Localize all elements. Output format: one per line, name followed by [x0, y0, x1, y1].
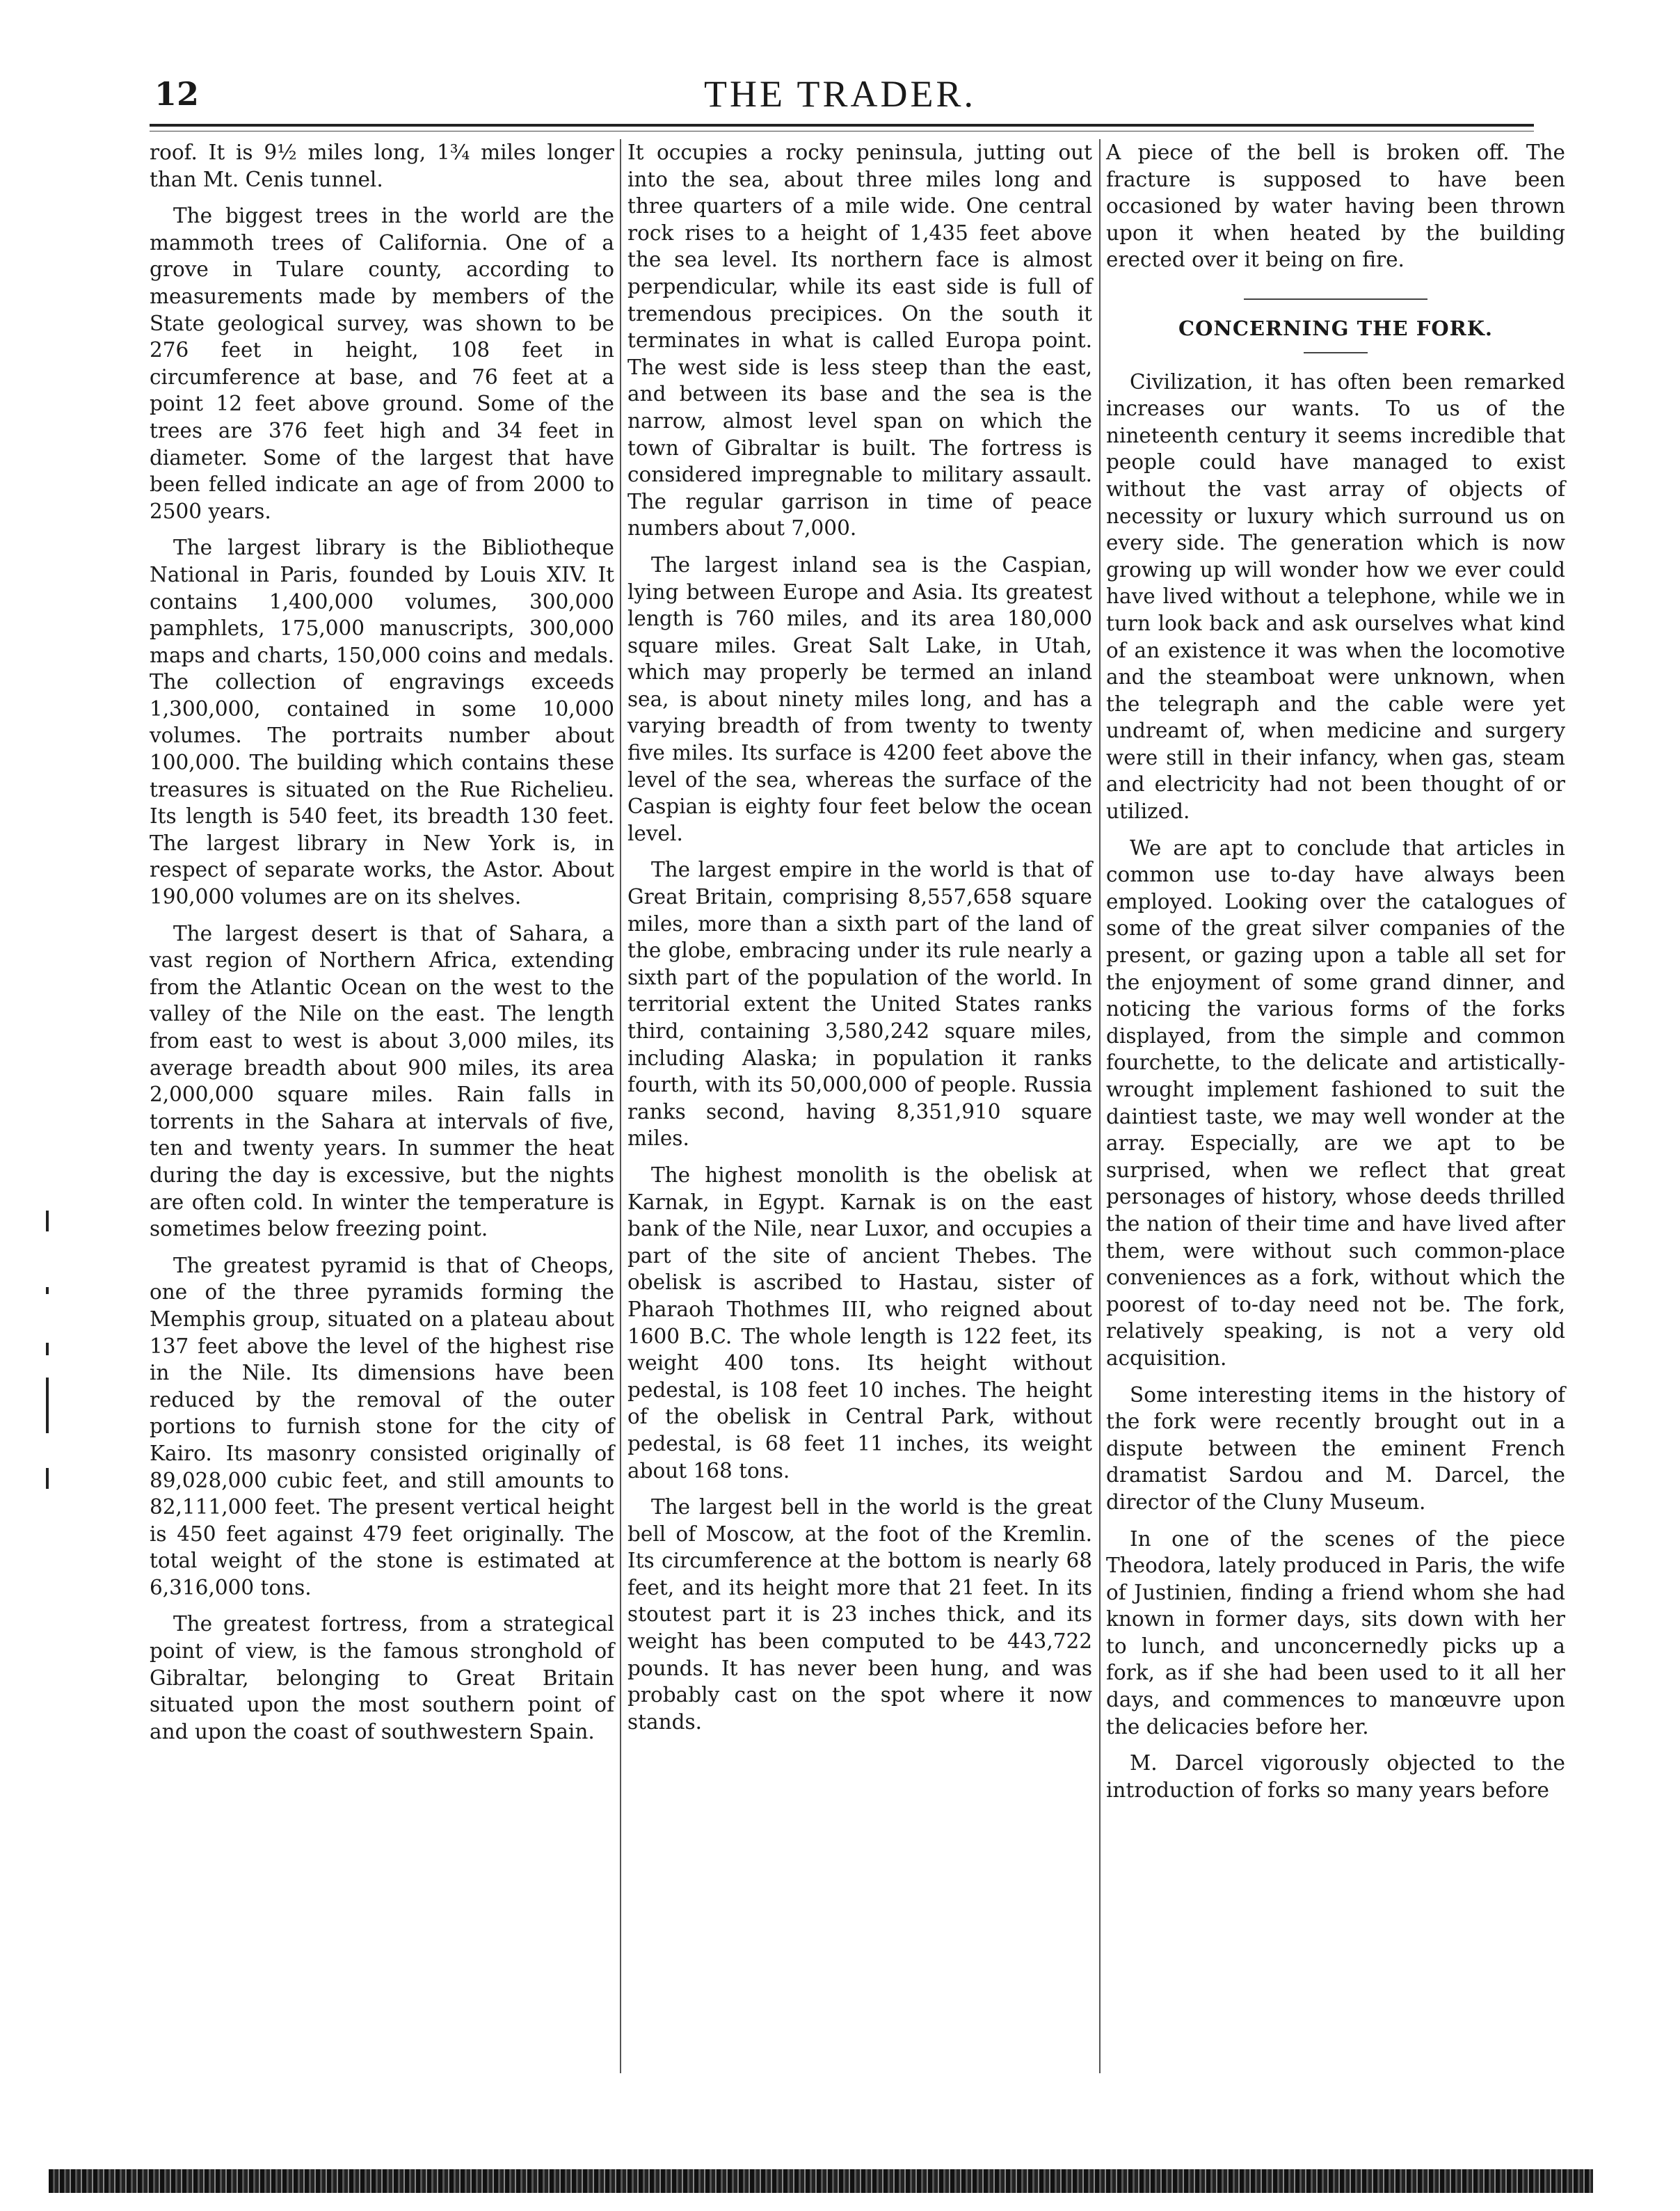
- margin-marks: [46, 1211, 50, 1503]
- paragraph: roof. It is 9½ miles long, 1¾ miles longer than Mt. Cenis tunnel.: [150, 141, 614, 191]
- paragraph: The highest monolith is the obelisk at Karnak, in Egypt. Karnak is on the east bank of the Nile, near Luxor, and occupies a part of the site of ancient Thebes. The obelisk is ascribed to Hastau, sister of Pharaoh Thothmes III, who reigned about 1600 B.C. The whole length is 122 feet, its weight 400 tons. Its height without pedestal, is 108 feet 10 inches. The height of the obelisk in Central Park, without pedestal, is 68 feet 11 inches, its weight about 168 tons.: [627, 1163, 1092, 1483]
- column-1: [150, 139, 614, 2073]
- paragraph: The largest desert is that of Sahara, a vast region of Northern Africa, extending from the Atlantic Ocean on the west to the valley of the Nile on the east. The length from east to west is about 3,000 miles, its average breadth about 900 miles, its area 2,000,000 square miles. Rain falls in torrents in the Sahara at intervals of five, ten and twenty years. In summer the heat during the day is excessive, but the nights are often cold. In winter the temperature is sometimes below freezing point.: [150, 921, 614, 1241]
- paragraph: It occupies a rocky peninsula, jutting out into the sea, about three miles long and three quarters of a mile wide. One central rock rises to a height of 1,435 feet above the sea level. Its northern face is almost perpendicular, while its east side is full of tremendous precipices. On the south it terminates in what is called Europa point. The west side is less steep than the east, and between its base and the sea is the narrow, almost level span on which the town of Gibraltar is built. The fortress is considered impregnable to military assault. The regular garrison in time of peace numbers about 7,000.: [627, 141, 1092, 541]
- paragraph: M. Darcel vigorously objected to the introduction of forks so many years before: [1106, 1751, 1565, 1802]
- column-divider: [1099, 139, 1101, 2073]
- section-rule: [1244, 298, 1427, 300]
- page-number: 12: [154, 75, 200, 113]
- paragraph: The greatest fortress, from a strategical point of view, is the famous stronghold of Gibraltar, belonging to Great Britain situated upon the most southern point of and upon the coast of southwestern Spain.: [150, 1612, 614, 1743]
- paragraph: The largest bell in the world is the great bell of Moscow, at the foot of the Kremlin. Its circumference at the bottom is nearly 68 feet, and its height more that 21 feet. In its stoutest part it is 23 inches thick, and its weight has been computed to be 443,722 pounds. It has never been hung, and was probably cast on the spot where it now stands.: [627, 1495, 1092, 1734]
- masthead-title: THE TRADER.: [704, 73, 976, 115]
- column-divider: [620, 139, 621, 2073]
- column-2: [627, 139, 1092, 2073]
- paragraph: The largest library is the Bibliotheque National in Paris, founded by Louis XIV. It contains 1,400,000 volumes, 300,000 pamphlets, 175,000 manuscripts, 300,000 maps and charts, 150,000 coins and medals. The collection of engravings exceeds 1,300,000, contained in some 10,000 volumes. The portraits number about 100,000. The building which contains these treasures is situated on the Rue Richelieu. Its length is 540 feet, its breadth 130 feet. The largest library in New York is, in respect of separate works, the Astor. About 190,000 volumes are on its shelves.: [150, 536, 614, 909]
- paragraph: A piece of the bell is broken off. The fracture is supposed to have been occasioned by water having been thrown upon it when heated by the building erected over it being on fire.: [1106, 141, 1565, 272]
- scan-edge-bar: [49, 2169, 1593, 2193]
- paragraph: The biggest trees in the world are the mammoth trees of California. One of a grove in Tulare county, according to measurements made by members of the State geological survey, was shown to be 276 feet in height, 108 feet in circumference at base, and 76 feet at a point 12 feet above ground. Some of the trees are 376 feet high and 34 feet in diameter. Some of the largest that have been felled indicate an age of from 2000 to 2500 years.: [150, 204, 614, 523]
- paragraph: The greatest pyramid is that of Cheops, one of the three pyramids forming the Memphis group, situated on a plateau about 137 feet above the level of the highest rise in the Nile. Its dimensions have been reduced by the removal of the outer portions to furnish stone for the city of Kairo. Its masonry consisted originally of 89,028,000 cubic feet, and still amounts to 82,111,000 feet. The present vertical height is 450 feet against 479 feet originally. The total weight of the stone is estimated at 6,316,000 tons.: [150, 1253, 614, 1599]
- paragraph: Some interesting items in the history of the fork were recently brought out in a dispute between the eminent French dramatist Sardou and M. Darcel, the director of the Cluny Museum.: [1106, 1382, 1565, 1514]
- paragraph: In one of the scenes of the piece Theodora, lately produced in Paris, the wife of Justinien, finding a friend whom she had known in former days, sits down with her to lunch, and unconcernedly picks up a fork, as if she had been used to it all her days, and commences to manœuvre upon the delicacies before her.: [1106, 1526, 1565, 1739]
- paragraph: The largest empire in the world is that of Great Britain, comprising 8,557,658 square miles, more than a sixth part of the land of the globe, embracing under its rule nearly a sixth part of the population of the world. In territorial extent the United States ranks third, containing 3,580,242 square miles, including Alaska; in population it ranks fourth, with its 50,000,000 of people. Russia ranks second, having 8,351,910 square miles.: [627, 858, 1092, 1151]
- heading-rule: [1304, 352, 1368, 353]
- paragraph: We are apt to conclude that articles in common use to-day have always been employed. Looking over the catalogues of some of the great silver companies of the present, or gazing upon a table all set for the enjoyment of some grand dinner, and noticing the various forms of the forks displayed, from the simple and common fourchette, to the delicate and artistically-wrought implement fashioned to suit the daintiest taste, we may well wonder at the array. Especially, are we apt to be surprised, when we reflect that great personages of history, whose deeds thrilled the nation of their time and have lived after them, were without such common-place conveniences as a fork, without which the poorest of to-day need not be. The fork, relatively speaking, is not a very old acquisition.: [1106, 836, 1565, 1370]
- header-rule: [150, 124, 1534, 127]
- paragraph: Civilization, it has often been remarked increases our wants. To us of the nineteenth century it seems incredible that people could have managed to exist without the vast array of objects of necessity or luxury which surround us on every side. The generation which is now growing up will wonder how we ever could have lived without a telephone, while we in turn look back and ask ourselves what kind of an existence it was when the locomotive and the steamboat were unknown, when the telegraph and the cable were yet undreamt of, when medicine and surgery were still in their infancy, when gas, steam and electricity had not been thought of or utilized.: [1106, 369, 1565, 824]
- section-heading: CONCERNING THE FORK.: [1178, 316, 1493, 340]
- column-3: [1106, 139, 1565, 2073]
- paragraph: The largest inland sea is the Caspian, lying between Europe and Asia. Its greatest length is 760 miles, and its area 180,000 square miles. Great Salt Lake, in Utah, which may properly be termed an inland sea, is about ninety miles long, and has a varying breadth of from twenty to twenty five miles. Its surface is 4200 feet above the level of the sea, whereas the surface of the Caspian is eighty four feet below the ocean level.: [627, 552, 1092, 845]
